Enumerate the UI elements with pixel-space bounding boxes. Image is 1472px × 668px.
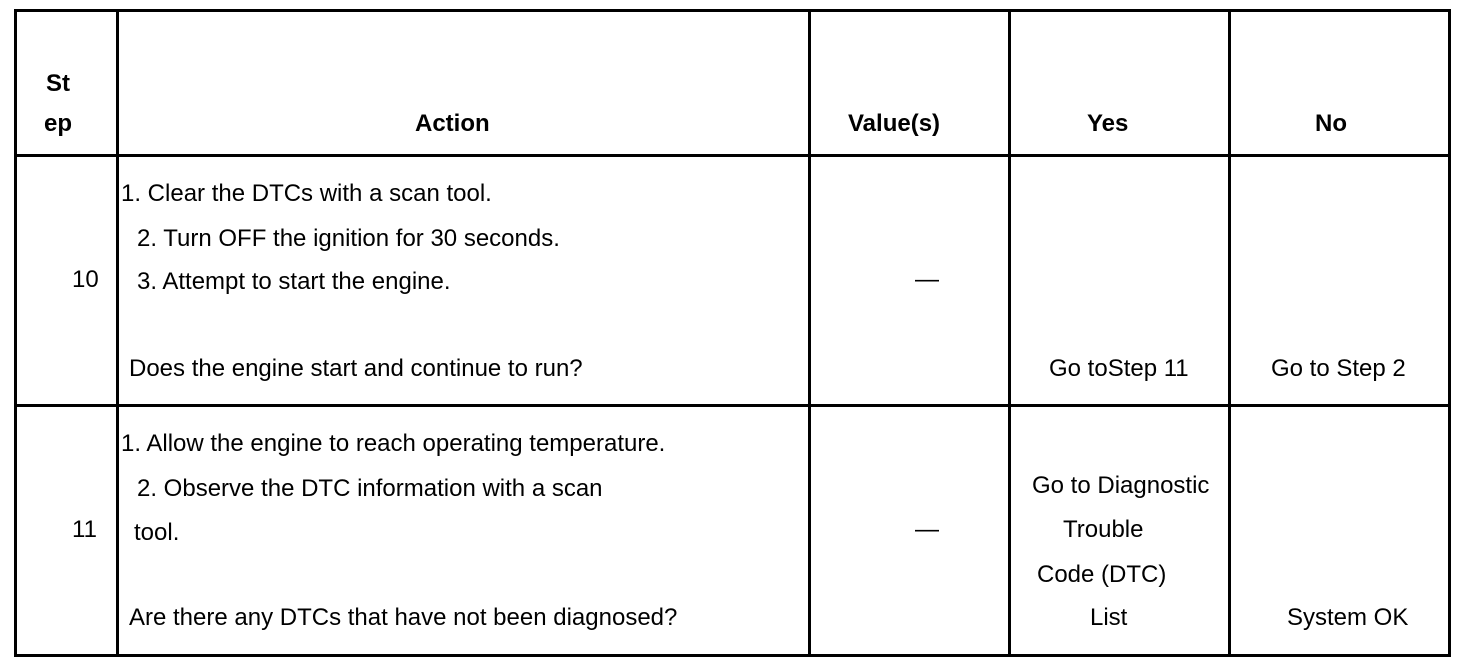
yes-cell: Go toStep 11	[1049, 355, 1189, 382]
no-cell: Go to Step 2	[1271, 355, 1406, 382]
step-number: 10	[72, 266, 99, 293]
action-item: 1. Allow the engine to reach operating temperature.	[121, 430, 666, 457]
header-values: Value(s)	[848, 110, 941, 137]
header-no: No	[1315, 110, 1347, 137]
step-number: 11	[72, 516, 97, 543]
action-question: Does the engine start and continue to run?	[129, 355, 583, 382]
column-divider-yes	[1228, 9, 1231, 657]
action-item: tool.	[134, 519, 180, 546]
yes-cell-line: Trouble	[1063, 516, 1144, 543]
table-border-left	[14, 9, 17, 657]
header-action: Action	[415, 110, 490, 137]
no-cell: System OK	[1287, 604, 1409, 631]
action-item: 2. Turn OFF the ignition for 30 seconds.	[137, 225, 560, 252]
header-yes: Yes	[1087, 110, 1129, 137]
column-divider-action	[808, 9, 811, 657]
table-border-right	[1448, 9, 1451, 657]
yes-cell-line: List	[1090, 604, 1128, 631]
header-step-line2: ep	[44, 110, 73, 137]
header-step-line1: St	[46, 70, 70, 97]
action-item: 2. Observe the DTC information with a scan	[137, 475, 603, 502]
yes-cell-line: Code (DTC)	[1037, 561, 1167, 588]
table-border-bottom	[14, 654, 1451, 657]
yes-cell-line: Go to Diagnostic	[1032, 472, 1210, 499]
action-item: 3. Attempt to start the engine.	[137, 268, 451, 295]
action-question: Are there any DTCs that have not been diagnosed?	[129, 604, 678, 631]
row-divider	[14, 404, 1451, 407]
table-border-top	[14, 9, 1451, 12]
action-item: 1. Clear the DTCs with a scan tool.	[121, 180, 492, 207]
value-cell: —	[915, 516, 939, 543]
yes-cell-clip	[1011, 407, 1228, 654]
value-cell: —	[915, 266, 939, 293]
header-row-divider	[14, 154, 1451, 157]
column-divider-step	[116, 9, 119, 657]
